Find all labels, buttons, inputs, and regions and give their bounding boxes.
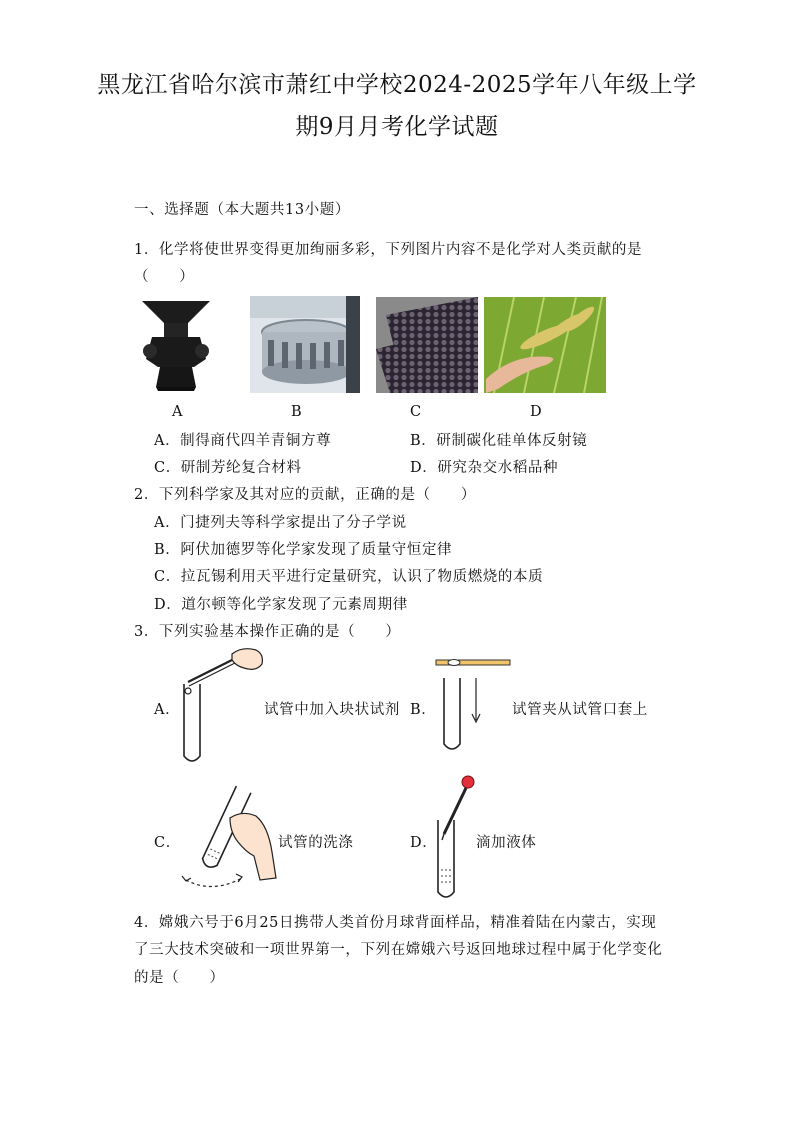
q3-option-a-letter[interactable]: A． — [154, 702, 181, 718]
q3-image-a-add-solid — [176, 644, 266, 768]
q1-image-a-bronze-vessel — [136, 297, 216, 393]
q1-option-b[interactable]: B．研制碳化硅单体反射镜 — [410, 433, 588, 449]
q2-stem: 2．下列科学家及其对应的贡献，正确的是（ ） — [134, 487, 477, 503]
q3-stem: 3．下列实验基本操作正确的是（ ） — [134, 624, 401, 640]
q2-option-c[interactable]: C．拉瓦锡利用天平进行定量研究，认识了物质燃烧的本质 — [154, 569, 544, 585]
q3-option-b-text: 试管夹从试管口套上 — [512, 702, 648, 718]
q1-pic-label-a: A — [172, 404, 183, 420]
q1-image-c-aramid-honeycomb — [376, 297, 478, 393]
q1-pic-label-d: D — [530, 404, 542, 420]
q1-pic-label-b: B — [291, 404, 302, 420]
q3-option-d-text: 滴加液体 — [476, 835, 537, 851]
q2-option-b[interactable]: B．阿伏加德罗等化学家发现了质量守恒定律 — [154, 542, 453, 558]
section-heading: 一、选择题（本大题共13小题） — [134, 202, 350, 218]
q3-option-d-letter[interactable]: D． — [410, 835, 438, 851]
q1-option-a[interactable]: A．制得商代四羊青铜方尊 — [154, 433, 332, 449]
q4-stem-line-3: 的是（ ） — [134, 970, 225, 986]
q1-option-c[interactable]: C．研制芳纶复合材料 — [154, 460, 302, 476]
q3-option-a-text: 试管中加入块状试剂 — [264, 702, 400, 718]
q2-option-d[interactable]: D．道尔顿等化学家发现了元素周期律 — [154, 597, 408, 613]
q3-option-c-letter[interactable]: C． — [154, 835, 181, 851]
q3-image-b-tube-holder — [434, 656, 514, 756]
q1-image-d-hybrid-rice — [484, 297, 606, 393]
q1-pic-label-c: C — [410, 404, 422, 420]
title-line-2: 期9月月考化学试题 — [295, 114, 499, 140]
title-line-1: 黑龙江省哈尔滨市萧红中学校2024-2025学年八年级上学 — [97, 72, 697, 98]
q1-option-d[interactable]: D．研究杂交水稻品种 — [410, 460, 559, 476]
q1-stem-line-2: （ ） — [134, 269, 195, 285]
q3-option-c-text: 试管的洗涤 — [278, 835, 354, 851]
q4-stem-line-2: 了三大技术突破和一项世界第一，下列在嫦娥六号返回地球过程中属于化学变化 — [134, 942, 663, 958]
q4-stem-line-1: 4．嫦娥六号于6月25日携带人类首份月球背面样品，精准着陆在内蒙古，实现 — [134, 915, 657, 931]
q2-option-a[interactable]: A．门捷列夫等科学家提出了分子学说 — [154, 515, 407, 531]
q3-option-b-letter[interactable]: B． — [410, 702, 437, 718]
q1-image-b-reflector-mirror — [250, 296, 360, 393]
q3-image-d-add-liquid-dropper — [430, 774, 480, 902]
q1-stem-line-1: 1．化学将使世界变得更加绚丽多彩，下列图片内容不是化学对人类贡献的是 — [134, 242, 643, 258]
q3-image-c-tube-washing — [176, 782, 280, 892]
